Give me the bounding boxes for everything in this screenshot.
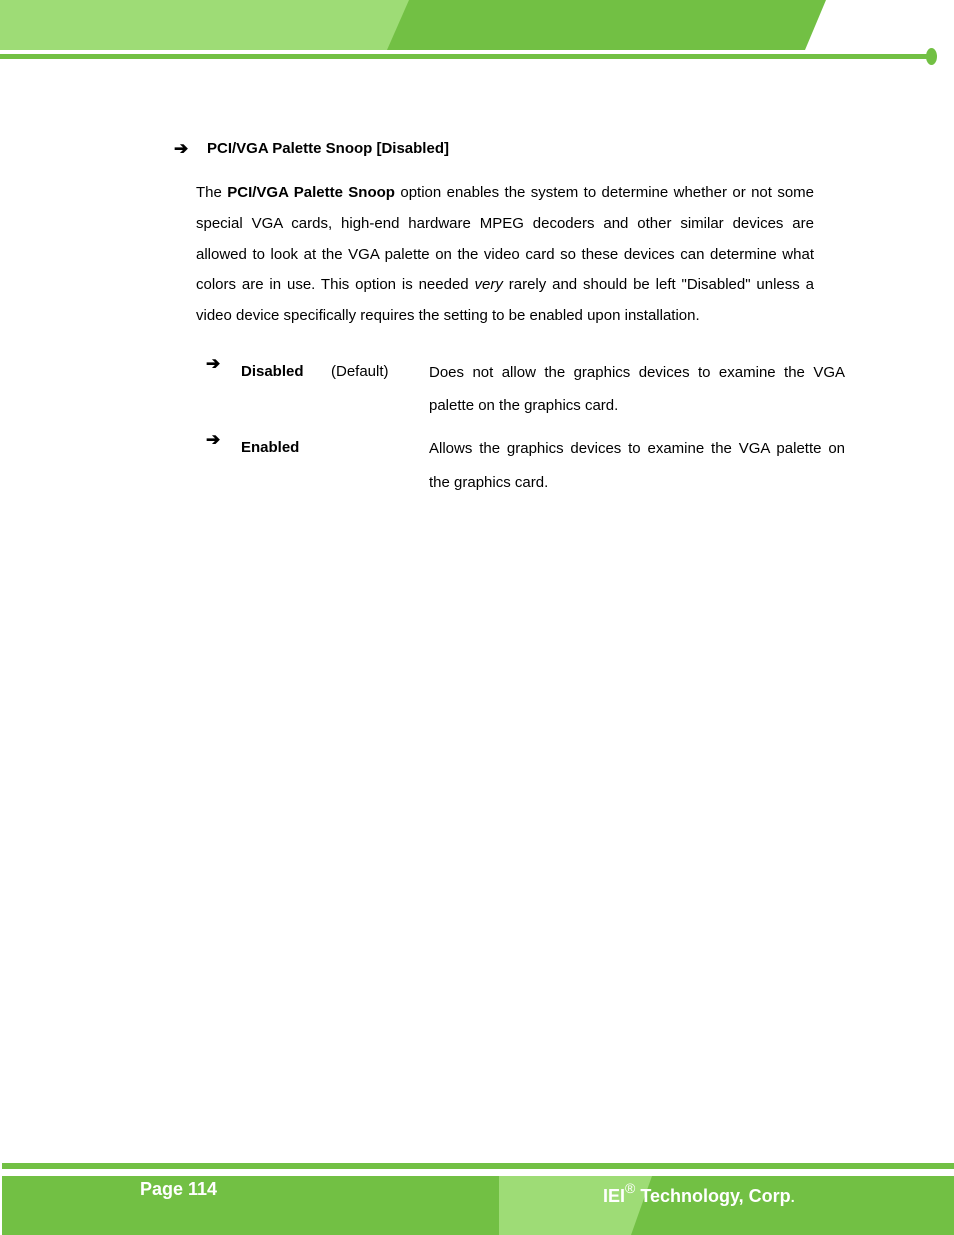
option-description-disabled: Does not allow the graphics devices to examine the VGA palette on the graphics card. (429, 364, 845, 414)
option-description-enabled: Allows the graphics devices to examine the VGA palette on the graphics card. (429, 440, 845, 491)
paragraph-text-2: option enables the system to determine whether or not some special VGA cards, high-end hardware MPEG decoders and other similar devices are allowed to look at the VGA palette on the video card so these devices can determine what colors are in use. This option is needed (196, 184, 814, 294)
footer-rule (2, 1163, 954, 1169)
paragraph-text-3: rarely and should be left "Disabled" unless a video device specifically requires the setting to be enabled upon installation. (196, 276, 814, 325)
section-title: PCI/VGA Palette Snoop [Disabled] (207, 140, 449, 157)
brand-dot: . (790, 1189, 795, 1205)
paragraph-text-1: The (196, 184, 228, 201)
arrow-icon: ➔ (206, 430, 221, 449)
header-band-dark (0, 0, 954, 50)
company-name (603, 1180, 795, 1207)
paragraph-bold-term: PCI/VGA Palette Snoop (227, 184, 395, 201)
brand-name: IEI (603, 1186, 626, 1206)
paragraph-italic-word: very (474, 276, 503, 294)
arrow-icon: ➔ (206, 354, 221, 373)
page-number: Page 114 (140, 1179, 218, 1199)
header-band-dark-shape (387, 0, 826, 50)
option-name-disabled: Disabled (241, 363, 304, 380)
registered-mark: ® (625, 1180, 636, 1196)
option-default-label: (Default) (331, 363, 389, 380)
header-rule (0, 54, 932, 59)
option-name-enabled: Enabled (241, 439, 300, 456)
body-paragraph (196, 178, 814, 332)
brand-rest: Technology, Corp (635, 1186, 791, 1206)
arrow-icon: ➔ (174, 139, 189, 158)
header-rule-end-dot (926, 48, 937, 65)
